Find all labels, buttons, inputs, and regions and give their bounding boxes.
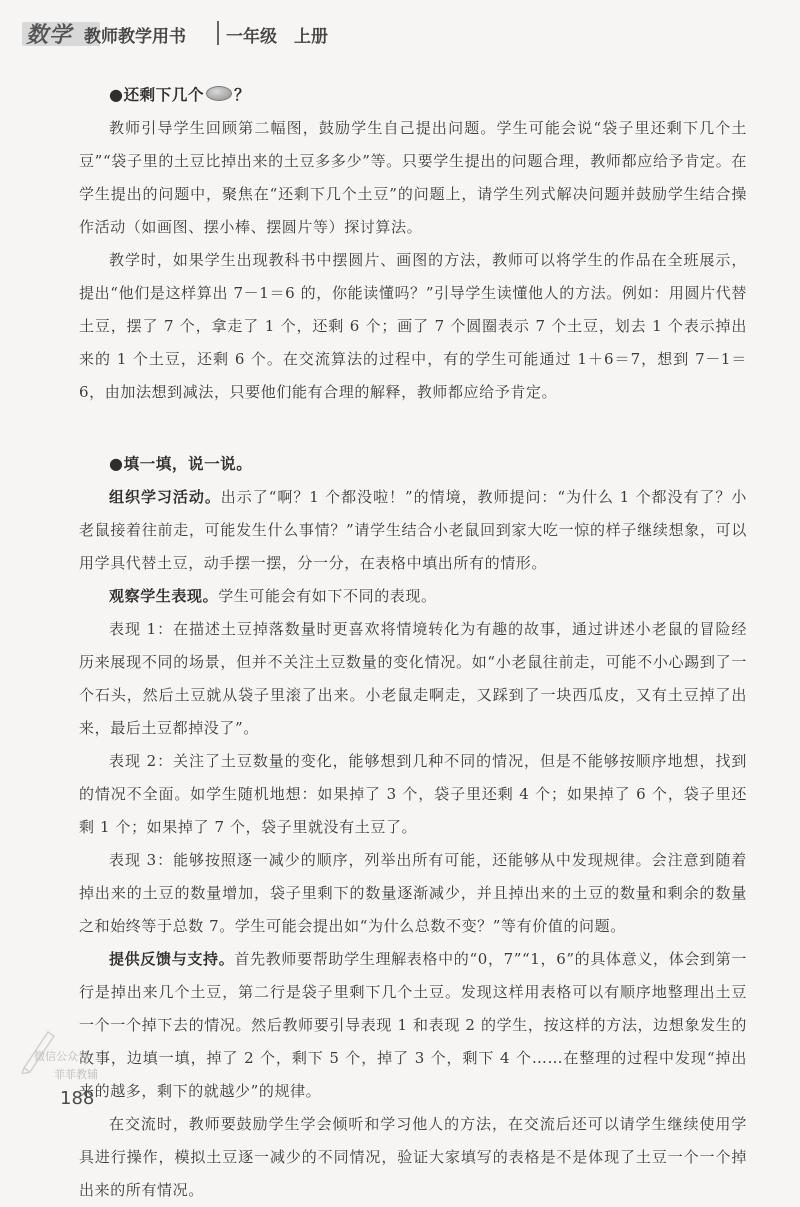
paragraph-label: 提供反馈与支持。 — [109, 950, 235, 968]
header-divider — [217, 21, 219, 45]
grade-volume: 一年级 上册 — [226, 27, 328, 47]
paragraph — [79, 481, 747, 580]
math-logo: 数学 — [26, 23, 73, 48]
book-title: 教师教学用书 — [84, 27, 186, 47]
section-gap — [79, 409, 747, 447]
paragraph: 表现 2：关注了土豆数量的变化，能够想到几种不同的情况，但是不能够按顺序地想，找到的情况不全面。如学生随机地想：如果掉了 3 个，袋子里还剩 4 个；如果掉了 6 个，袋子里还剩 1 个；如果掉了 7 个，袋子里就没有土豆了。 — [79, 752, 747, 836]
paragraph-text: 学生可能会有如下不同的表现。 — [218, 587, 437, 605]
paragraph: 在交流时，教师要鼓励学生学会倾听和学习他人的方法，在交流后还可以请学生继续使用学具进行操作，模拟土豆逐一减少的不同情况，验证大家填写的表格是不是体现了土豆一个一个掉出来的所有情况。 — [79, 1115, 747, 1199]
watermark-line2: 菲菲教辅 — [54, 1068, 98, 1081]
paragraph — [79, 943, 747, 1108]
heading-question-mark: ？ — [234, 86, 251, 104]
paragraph-label: 组织学习活动。 — [109, 488, 221, 506]
page-content — [79, 78, 747, 1207]
paragraph-text: 出示了“啊？1 个都没啦！”的情境，教师提问：“为什么 1 个都没有了？小老鼠接着往前走，可能发生什么事情？”请学生结合小老鼠回到家大吃一惊的样子继续想象，可以用学具代替土豆，动手摆一摆，分一分，在表格中填出所有的情形。 — [79, 488, 747, 572]
paragraph — [79, 580, 747, 613]
paragraph-label: 观察学生表现。 — [109, 587, 219, 605]
section-heading-remaining — [79, 78, 747, 112]
page-number: 188 — [60, 1088, 95, 1109]
watermark — [18, 1024, 128, 1084]
paragraph: 表现 1：在描述土豆掉落数量时更喜欢将情境转化为有趣的故事，通过讲述小老鼠的冒险经历来展现不同的场景，但并不关注土豆数量的变化情况。如“小老鼠往前走，可能不小心踢到了一个石头，然后土豆就从袋子里滚了出来。小老鼠走啊走，又踩到了一块西瓜皮，又有土豆掉了出来，最后土豆都掉没了”。 — [79, 620, 747, 737]
paragraph: 表现 3：能够按照逐一减少的顺序，列举出所有可能，还能够从中发现规律。会注意到随着掉出来的土豆的数量增加，袋子里剩下的数量逐渐减少，并且掉出来的土豆的数量和剩余的数量之和始终等于总数 7。学生可能会提出如“为什么总数不变？”等有价值的问题。 — [79, 851, 747, 935]
heading-text: 还剩下几个 — [123, 86, 205, 104]
potato-icon — [206, 86, 232, 101]
bullet-icon: ● — [109, 454, 124, 473]
section-heading-fill — [79, 447, 747, 481]
heading-text: 填一填，说一说。 — [123, 455, 253, 473]
page-header — [0, 0, 800, 60]
watermark-line1: 微信公众号 — [34, 1050, 89, 1063]
bullet-icon: ● — [109, 85, 124, 104]
paragraph-text: 首先教师要帮助学生理解表格中的“0，7”“1，6”的具体意义，体会到第一行是掉出来几个土豆，第二行是袋子里剩下几个土豆。发现这样用表格可以有顺序地整理出土豆一个一个掉下去的情况。然后教师要引导表现 1 和表现 2 的学生，按这样的方法，边想象发生的故事，边填一填，掉了 2 个，剩下 5 个，掉了 3 个，剩下 4 个……在整理的过程中发现“掉出来的越多，剩下的就越少”的规律。 — [79, 950, 747, 1100]
paragraph: 教学时，如果学生出现教科书中摆圆片、画图的方法，教师可以将学生的作品在全班展示，提出“他们是这样算出 7－1＝6 的，你能读懂吗？”引导学生读懂他人的方法。例如：用圆片代替土豆，摆了 7 个，拿走了 1 个，还剩 6 个；画了 7 个圆圈表示 7 个土豆，划去 1 个表示掉出来的 1 个土豆，还剩 6 个。在交流算法的过程中，有的学生可能通过 1＋6＝7，想到 7－1＝6，由加法想到减法，只要他们能有合理的解释，教师都应给予肯定。 — [79, 251, 747, 401]
paragraph: 教师引导学生回顾第二幅图，鼓励学生自己提出问题。学生可能会说“袋子里还剩下几个土豆”“袋子里的土豆比掉出来的土豆多多少”等。只要学生提出的问题合理，教师都应给予肯定。在学生提出的问题中，聚焦在“还剩下几个土豆”的问题上，请学生列式解决问题并鼓励学生结合操作活动（如画图、摆小棒、摆圆片等）探讨算法。 — [79, 119, 747, 236]
